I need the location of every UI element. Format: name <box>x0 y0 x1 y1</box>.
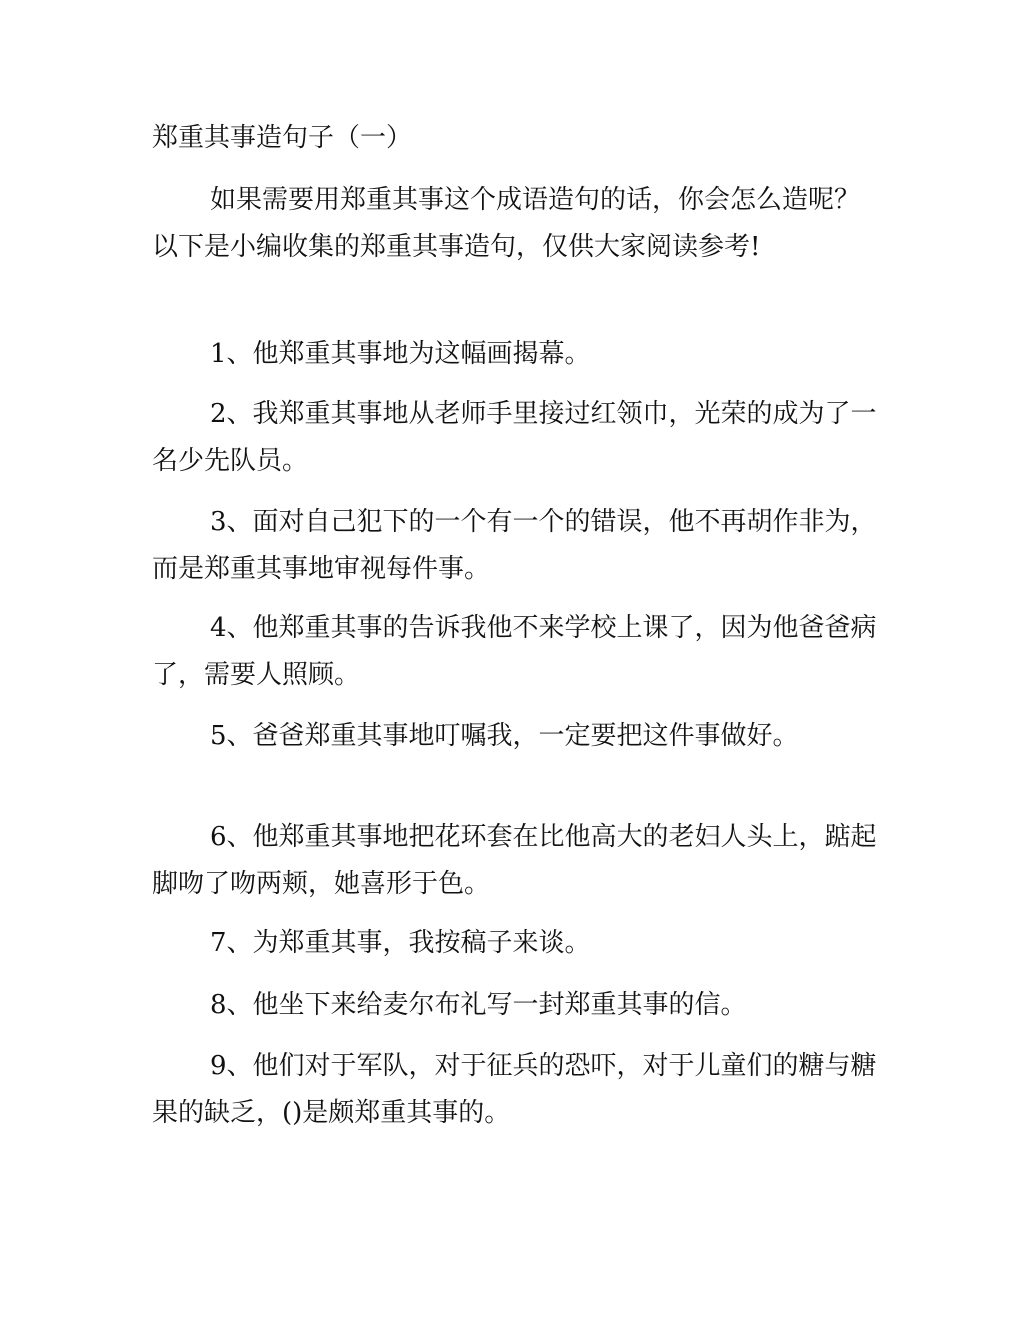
sentence-item-1: 1、他郑重其事地为这幅画揭幕。 <box>210 339 591 369</box>
sentence-item-8: 8、他坐下来给麦尔布礼写一封郑重其事的信。 <box>210 990 747 1020</box>
intro-paragraph: 如果需要用郑重其事这个成语造句的话，你会怎么造呢？以下是小编收集的郑重其事造句，仅供大家阅读参考! <box>152 185 861 262</box>
sentence-item-2: 2、我郑重其事地从老师手里接过红领巾，光荣的成为了一名少先队员。 <box>152 399 877 476</box>
sentence-item-4: 4、他郑重其事的告诉我他不来学校上课了，因为他爸爸病了，需要人照顾。 <box>152 613 877 690</box>
document-title: 郑重其事造句子（一） <box>152 123 413 153</box>
sentence-item-5: 5、爸爸郑重其事地叮嘱我，一定要把这件事做好。 <box>210 721 799 751</box>
sentence-item-6: 6、他郑重其事地把花环套在比他高大的老妇人头上，踮起脚吻了吻两颊，她喜形于色。 <box>152 822 877 899</box>
sentence-item-7: 7、为郑重其事，我按稿子来谈。 <box>210 928 591 958</box>
sentence-item-3: 3、面对自己犯下的一个有一个的错误，他不再胡作非为，而是郑重其事地审视每件事。 <box>152 507 877 584</box>
sentence-item-9: 9、他们对于军队，对于征兵的恐吓，对于儿童们的糖与糖果的缺乏，()是颇郑重其事的。 <box>152 1051 877 1128</box>
